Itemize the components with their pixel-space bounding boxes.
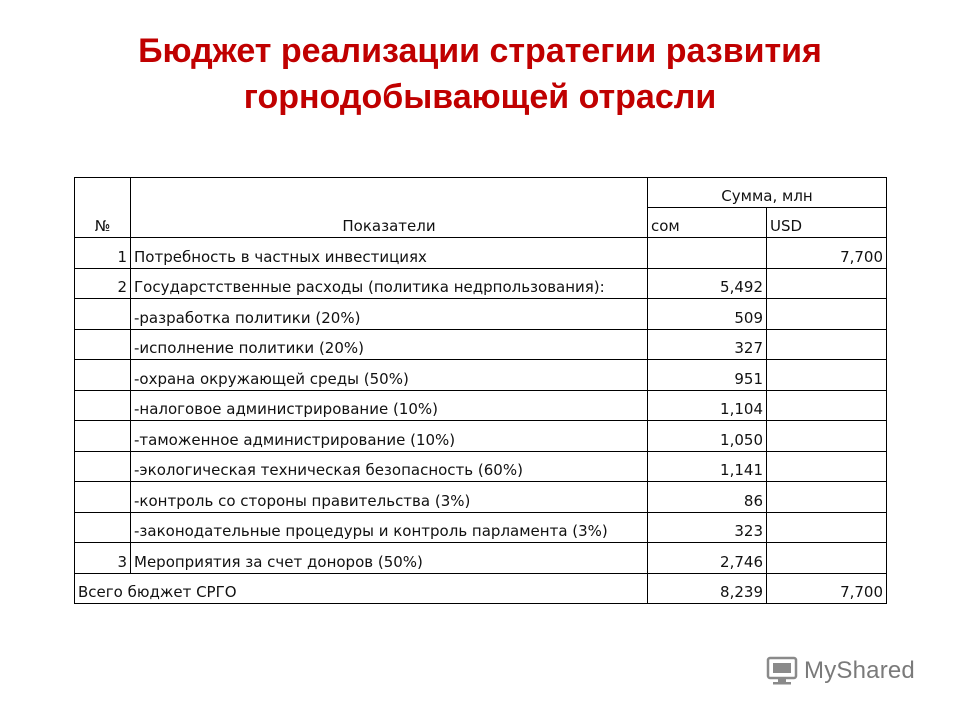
cell-som: 1,141 [648,451,767,482]
title-line-2: горнодобывающей отрасли [243,78,717,116]
myshared-watermark [766,656,915,686]
cell-indicator: Мероприятия за счет доноров (50%) [131,543,648,574]
cell-som: 327 [648,329,767,360]
cell-som: 5,492 [648,268,767,299]
header-sum-group: Сумма, млн [648,178,887,208]
table-row [75,512,887,543]
budget-table [74,177,887,604]
cell-som: 509 [648,299,767,330]
cell-indicator: -законодательные процедуры и контроль парламента (3%) [131,512,648,543]
myshared-logo-icon [766,656,798,686]
cell-usd [767,482,887,513]
table-row [75,329,887,360]
cell-som [648,238,767,269]
total-row [75,573,887,604]
cell-number [75,390,131,421]
cell-som: 323 [648,512,767,543]
cell-usd [767,451,887,482]
cell-number [75,451,131,482]
cell-number [75,360,131,391]
header-number: № [75,178,131,238]
cell-usd [767,299,887,330]
cell-number [75,482,131,513]
cell-usd [767,390,887,421]
total-label: Всего бюджет СРГО [75,573,648,604]
table-row [75,451,887,482]
cell-indicator: -контроль со стороны правительства (3%) [131,482,648,513]
cell-usd [767,360,887,391]
cell-indicator: -экологическая техническая безопасность (60%) [131,451,648,482]
cell-som: 2,746 [648,543,767,574]
cell-som: 951 [648,360,767,391]
cell-indicator: Потребность в частных инвестициях [131,238,648,269]
cell-usd: 7,700 [767,238,887,269]
table-row [75,299,887,330]
table-row [75,268,887,299]
total-usd: 7,700 [767,573,887,604]
table-row [75,360,887,391]
cell-usd [767,329,887,360]
table-row [75,482,887,513]
cell-number: 1 [75,238,131,269]
cell-som: 1,104 [648,390,767,421]
cell-number [75,421,131,452]
header-row-top [75,178,887,208]
cell-som: 86 [648,482,767,513]
title-line-1: Бюджет реализации стратегии развития [138,32,822,70]
cell-usd [767,421,887,452]
table-row [75,238,887,269]
cell-usd [767,512,887,543]
total-som: 8,239 [648,573,767,604]
cell-som: 1,050 [648,421,767,452]
cell-indicator: -разработка политики (20%) [131,299,648,330]
cell-usd [767,268,887,299]
header-indicator: Показатели [131,178,648,238]
cell-indicator: -таможенное администрирование (10%) [131,421,648,452]
cell-number [75,299,131,330]
cell-number: 2 [75,268,131,299]
table-row [75,421,887,452]
cell-indicator: -налоговое администрирование (10%) [131,390,648,421]
cell-indicator: -исполнение политики (20%) [131,329,648,360]
cell-number: 3 [75,543,131,574]
page-title [60,28,900,120]
cell-indicator: -охрана окружающей среды (50%) [131,360,648,391]
cell-indicator: Государстственные расходы (политика недрпользования): [131,268,648,299]
table-row [75,543,887,574]
cell-number [75,329,131,360]
cell-number [75,512,131,543]
table-row [75,390,887,421]
watermark-text: MyShared [804,657,915,684]
header-som: сом [648,208,767,238]
cell-usd [767,543,887,574]
header-usd: USD [767,208,887,238]
